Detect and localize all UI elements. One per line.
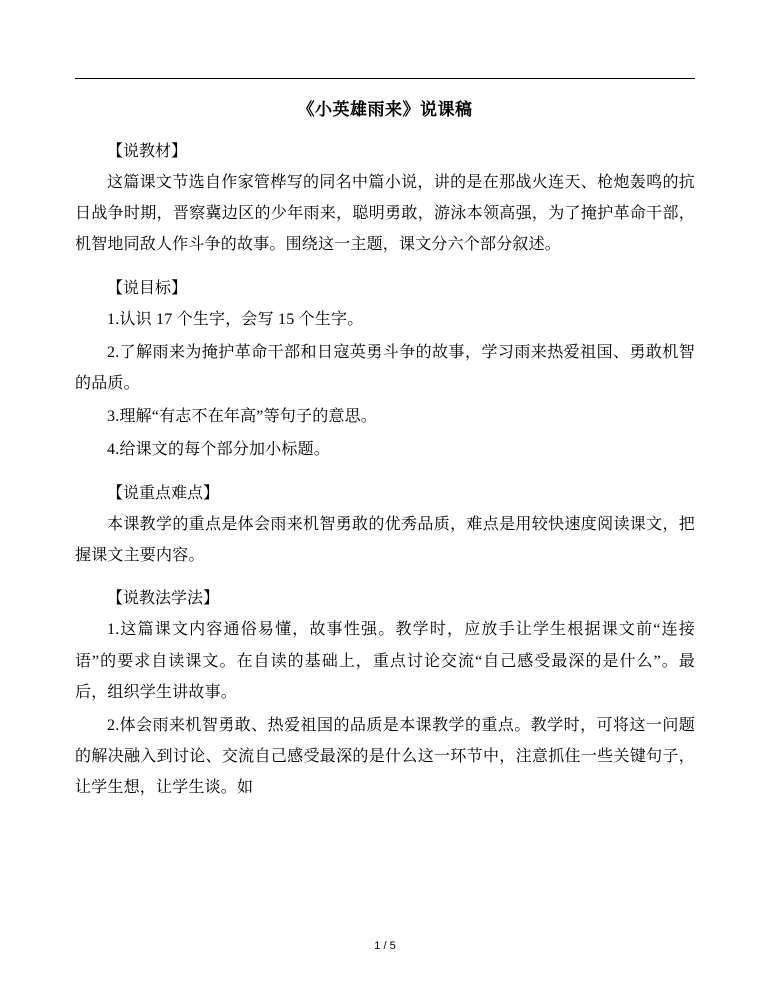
section-heading-teaching-material: 【说教材】	[107, 142, 188, 160]
paragraph: 3.理解“有志不在年高”等句子的意思。	[107, 408, 378, 426]
paragraph: 1.这篇课文内容通俗易懂，故事性强。教学时，应放手让学生根据课文前“连接语”的要求自读课文。在自读的基础上，重点讨论交流“自己感受最深的是什么”。最后，组织学生讲故事。	[75, 621, 695, 701]
paragraph: 4.给课文的每个部分加小标题。	[107, 441, 331, 459]
header-rule	[75, 78, 695, 79]
paragraph: 这篇课文节选自作家管桦写的同名中篇小说，讲的是在那战火连天、枪炮轰鸣的抗日战争时期，晋察冀边区的少年雨来，聪明勇敢，游泳本领高强，为了掩护革命干部，机智地同敌人作斗争的故事。围绕这一主题，课文分六个部分叙述。	[75, 173, 695, 254]
page-number: 1 / 5	[374, 940, 396, 952]
paragraph: 2.体会雨来机智勇敢、热爱祖国的品质是本课教学的重点。教学时，可将这一问题的解决融入到讨论、交流自己感受最深的是什么这一环节中，注意抓住一些关键句子，让学生想，让学生谈。如	[75, 716, 695, 797]
section-heading-methods: 【说教法学法】	[107, 590, 220, 608]
section-heading-objectives: 【说目标】	[107, 279, 188, 297]
section-heading-key-points: 【说重点难点】	[107, 484, 220, 502]
paragraph: 2.了解雨来为掩护革命干部和日寇英勇斗争的故事，学习雨来热爱祖国、勇敢机智的品质。	[75, 343, 695, 393]
paragraph: 本课教学的重点是体会雨来机智勇敢的优秀品质，难点是用较快速度阅读课文，把握课文主要内容。	[75, 515, 695, 565]
page-title: 《小英雄雨来》说课稿	[297, 100, 473, 119]
paragraph: 1.认识 17 个生字，会写 15 个生字。	[107, 310, 364, 328]
